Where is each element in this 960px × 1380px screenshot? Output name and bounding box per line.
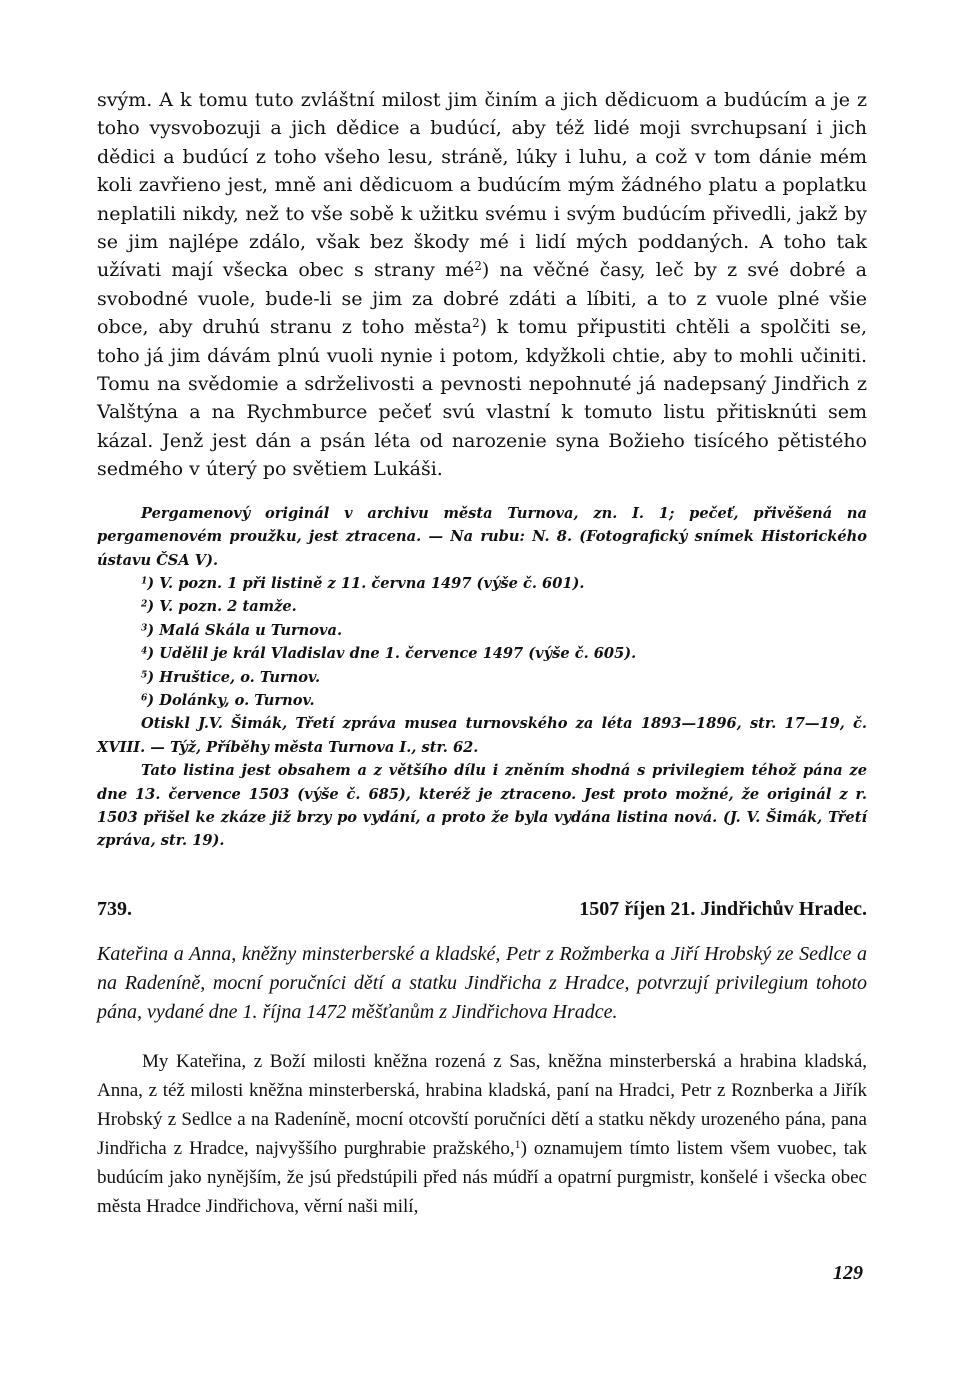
footnote: $^3$) Malá Skála u Turnova.: [141, 621, 343, 639]
page-number: 129: [833, 1262, 863, 1284]
entry-heading: [97, 898, 867, 921]
notes-section: [97, 502, 867, 853]
charter-text: [97, 86, 867, 484]
content-note: Tato listina jest obsahem a z většího dílu i zněním shodná s privilegiem téhož pána ze dne 13. července 1503 (výše č. 685), kteréž je ztraceno. Jest proto možné, že originál z r. 1503 přišel ke zkáze již brzy po vydání, a proto že byla vydána listina nová. (J. V. Šimák, Třetí zpráva, str. 19).: [97, 762, 867, 850]
footnote: $^5$) Hruštice, o. Turnov.: [141, 668, 321, 686]
charter-text-part: ) na věčné časy, leč by z své dobré a svobodné vuole, bude-li se jim za dobré zdáti a líbiti, a to z vuole plné všie obce, aby druhú stranu z toho města: [97, 259, 868, 339]
source-note: Pergamenový originál v archivu města Turnova, zn. I. 1; pečeť, přivěšená na pergamenovém proužku, jest ztracena. — Na rubu: N. 8. (Fotografický snímek Historického ústavu ČSA V).: [97, 504, 867, 569]
entry-date-place: 1507 říjen 21. Jindřichův Hradec.: [579, 897, 867, 920]
edition-note: Otiskl J.V. Šimák, Třetí zpráva musea turnovského za léta 1893—1896, str. 17—19, č. XVIII. — Týž, Příběhy města Turnova I., str. 62.: [97, 715, 867, 756]
charter-text-part: svým. A k tomu tuto zvláštní milost jim činím a jich dědicuom a budúcím a je z toho vysvobozuji a jich dědice a budúcí, aby též lidé moji svrchupsaní i jich dědici a budúcí z toho všeho lesu, stráně, lúky i luhu, a což v tom dánie mém koli zavřieno jest, mně ani dědicuom a budúcím mým žádného platu a poplatku neplatili nikdy, než to vše sobě k užitku svému i svým budúcím přivedli, jakž by se jim najlépe zdálo, však bez škody mé i lidí mých poddaných. A toho tak užívati mají všecka obec s strany mé: [97, 89, 867, 282]
charter-text-part: ) k tomu připustiti chtěli a spolčiti se, toho já jim dávám plnú vuoli nynie i potom, kdyžkoli chtie, aby to mohli učiniti. Tomu na svědomie a sdrželivosti a pevnosti nepohnuté já nadepsaný Jindřich z Valštýna a na Rychmburce pečeť svú vlastní k tomuto listu přitisknúti sem kázal. Jenž jest dán a psán léta od narozenie syna Božieho tisícého pětistého sedmého v úterý po světiem Lukáši.: [97, 316, 868, 481]
footnote-ref: 2: [474, 259, 482, 274]
entry-number: 739.: [97, 897, 132, 920]
footnote: $^4$) Udělil je král Vladislav dne 1. července 1497 (výše č. 605).: [141, 645, 637, 663]
footnote: $^2$) V. pozn. 2 tamže.: [141, 598, 297, 616]
footnote: $^6$) Dolánky, o. Turnov.: [141, 691, 315, 709]
document-page: [97, 86, 867, 1240]
footnote: $^1$) V. pozn. 1 při listině z 11. června 1497 (výše č. 601).: [141, 574, 585, 592]
entry-regest: Kateřina a Anna, kněžny minsterberské a kladské, Petr z Rožmberka a Jiří Hrobský ze Sedlce a na Radeníně, mocní poručníci dětí a statku Jindřicha z Hradce, potvrzují privilegium tohoto pána, vydané dne 1. října 1472 měšťanům z Jindřichova Hradce.: [97, 942, 867, 1023]
entry-text: My Kateřina, z Boží milosti kněžna rozená z Sas, kněžna minsterberská a hrabina kladská, Anna, z též milosti kněžna minsterberská, hrabina kladská, paní na Hradci, Petr z Roznberka a Jiřík Hrobský z Sedlce a na Radeníně, mocní otcovští poručníci dětí a statku někdy urozeného pána, pana Jindřicha z Hradce, najvyššího purghrabie pražského,$^1$) oznamujem tímto listem všem vuobec, tak budúcím jako nynějším, že jsú předstúpili před nás múdří a opatrní purgmistr, konšelé i všecka obec města Hradce Jindřichova, věrní naši milí,: [97, 1050, 867, 1217]
footnote-ref: 1: [514, 1137, 521, 1151]
footnote-ref: 2: [472, 316, 480, 331]
